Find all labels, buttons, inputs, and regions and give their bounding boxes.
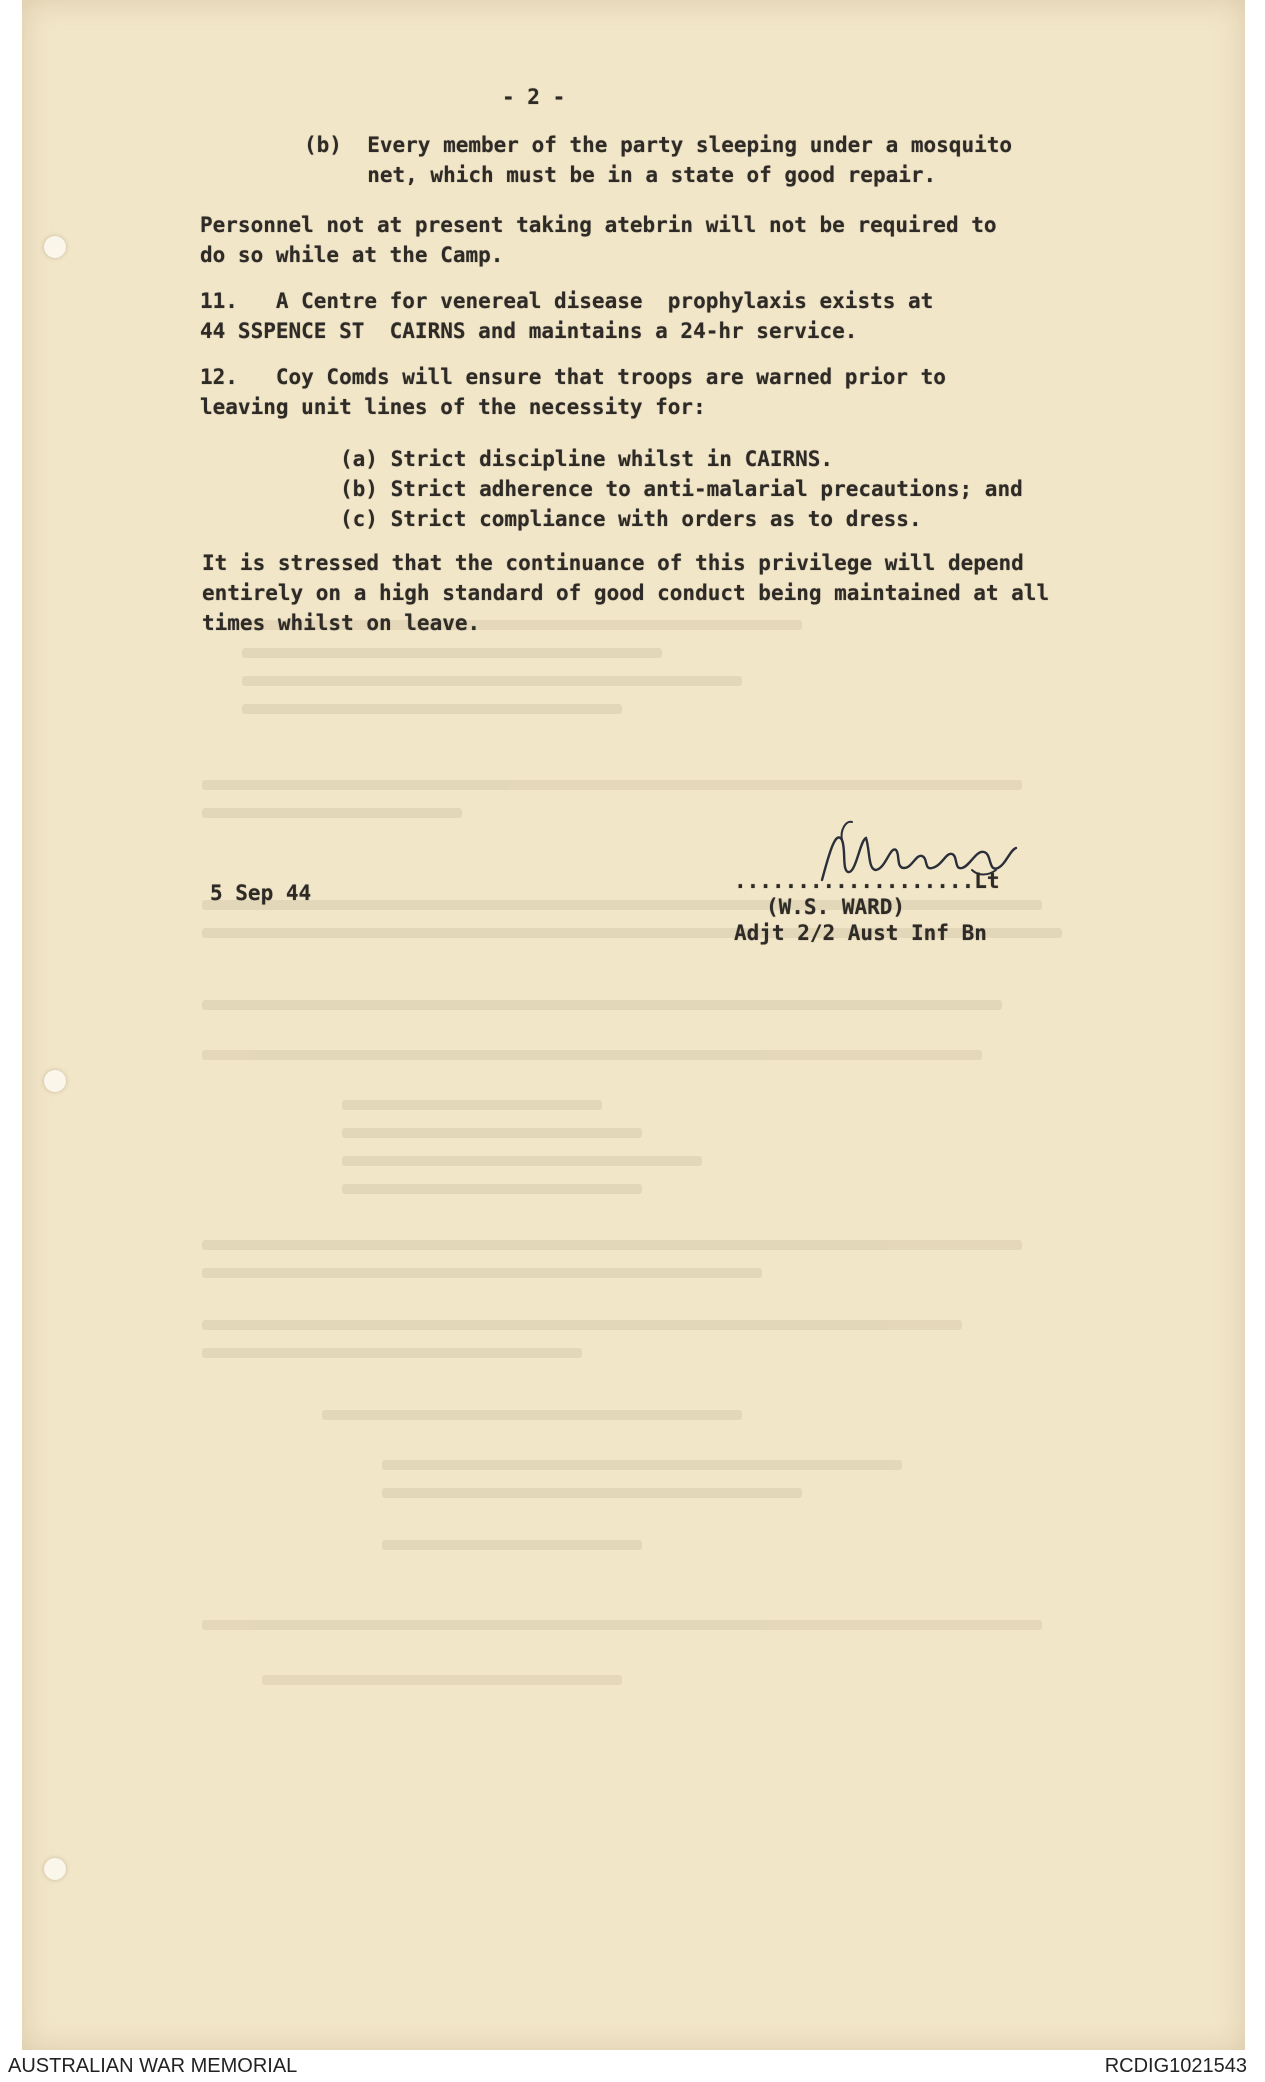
para-12-line-2: leaving unit lines of the necessity for: xyxy=(200,395,706,419)
list-item-c: (c) Strict compliance with orders as to dress. xyxy=(340,507,922,531)
document-page xyxy=(22,0,1245,2050)
punch-hole-top xyxy=(44,236,66,258)
para-11-line-1: 11. A Centre for venereal disease prophylaxis exists at xyxy=(200,289,934,313)
stressed-line-1: It is stressed that the continuance of this privilege will depend xyxy=(202,551,1024,575)
para-12-line-1: 12. Coy Comds will ensure that troops are warned prior to xyxy=(200,365,946,389)
punch-hole-middle xyxy=(44,1070,66,1092)
signatory-name: (W.S. WARD) xyxy=(766,895,906,919)
para-11-line-2: 44 SSPENCE ST CAIRNS and maintains a 24-hr service. xyxy=(200,319,858,343)
footer-institution: AUSTRALIAN WAR MEMORIAL xyxy=(8,2055,298,2077)
para-b-line-2: net, which must be in a state of good repair. xyxy=(304,163,937,187)
signature-line: ...................Lt xyxy=(734,869,1000,893)
footer-record-id: RCDIG1021543 xyxy=(1104,2055,1247,2077)
stressed-line-2: entirely on a high standard of good conduct being maintained at all xyxy=(202,581,1050,605)
stressed-line-3: times whilst on leave. xyxy=(202,611,481,635)
reverse-side-show-through xyxy=(202,600,1102,1700)
list-item-b: (b) Strict adherence to anti-malarial precautions; and xyxy=(340,477,1023,501)
atebrin-line-1: Personnel not at present taking atebrin will not be required to xyxy=(200,213,997,237)
atebrin-line-2: do so while at the Camp. xyxy=(200,243,504,267)
punch-hole-bottom xyxy=(44,1858,66,1880)
list-item-a: (a) Strict discipline whilst in CAIRNS. xyxy=(340,447,834,471)
document-date: 5 Sep 44 xyxy=(210,881,312,905)
para-b-line-1: (b) Every member of the party sleeping under a mosquito xyxy=(304,133,1013,157)
signatory-title: Adjt 2/2 Aust Inf Bn xyxy=(734,921,987,945)
page-number: - 2 - xyxy=(502,85,566,109)
